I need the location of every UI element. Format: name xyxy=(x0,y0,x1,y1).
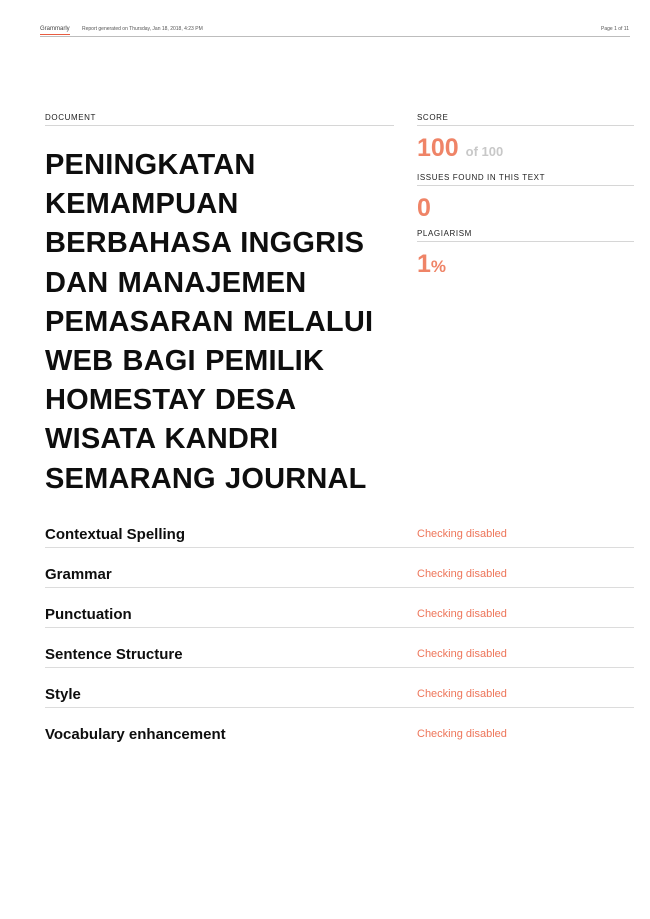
check-status: Checking disabled xyxy=(417,608,507,620)
check-status: Checking disabled xyxy=(417,568,507,580)
document-title: PENINGKATAN KEMAMPUAN BERBAHASA INGGRIS DAN MANAJEMEN PEMASARAN MELALUI WEB BAGI PEMILIK HOMESTAY DESA WISATA KANDRI SEMARANG JOURNAL xyxy=(45,149,374,495)
document-label: DOCUMENT xyxy=(45,113,394,126)
check-row-punctuation xyxy=(45,602,634,628)
plagiarism-value-line xyxy=(417,248,634,283)
check-status: Checking disabled xyxy=(417,688,507,700)
stats-section xyxy=(417,113,634,288)
page-number: Page 1 of 11 xyxy=(601,26,629,32)
report-generated-date: Report generated on Thursday, Jan 18, 2018, 4:23 PM xyxy=(82,26,203,32)
check-name: Style xyxy=(45,686,81,703)
check-row-contextual-spelling xyxy=(45,522,634,548)
brand-logo-text: Grammarly xyxy=(40,26,70,35)
document-section xyxy=(45,113,394,499)
issues-block xyxy=(417,173,634,224)
score-value-line xyxy=(417,132,634,168)
check-row-vocabulary-enhancement xyxy=(45,722,634,747)
plagiarism-block xyxy=(417,229,634,283)
check-row-style xyxy=(45,682,634,708)
check-name: Grammar xyxy=(45,566,112,583)
check-name: Contextual Spelling xyxy=(45,526,186,543)
check-row-grammar xyxy=(45,562,634,588)
issues-value: 0 xyxy=(417,194,431,222)
check-name: Vocabulary enhancement xyxy=(45,726,226,743)
score-label: SCORE xyxy=(417,113,634,126)
score-value: 100 xyxy=(417,134,459,162)
plagiarism-unit: % xyxy=(430,257,447,276)
issues-label: ISSUES FOUND IN THIS TEXT xyxy=(417,173,634,186)
check-status: Checking disabled xyxy=(417,528,507,540)
check-name: Punctuation xyxy=(45,606,132,623)
report-header xyxy=(40,26,630,37)
plagiarism-value: 1 xyxy=(417,250,431,278)
score-block xyxy=(417,113,634,168)
plagiarism-label: PLAGIARISM xyxy=(417,229,634,242)
check-status: Checking disabled xyxy=(417,648,507,660)
score-suffix: of 100 xyxy=(465,144,504,159)
check-row-sentence-structure xyxy=(45,642,634,668)
check-name: Sentence Structure xyxy=(45,646,183,663)
checks-list xyxy=(45,522,634,761)
check-status: Checking disabled xyxy=(417,728,507,740)
